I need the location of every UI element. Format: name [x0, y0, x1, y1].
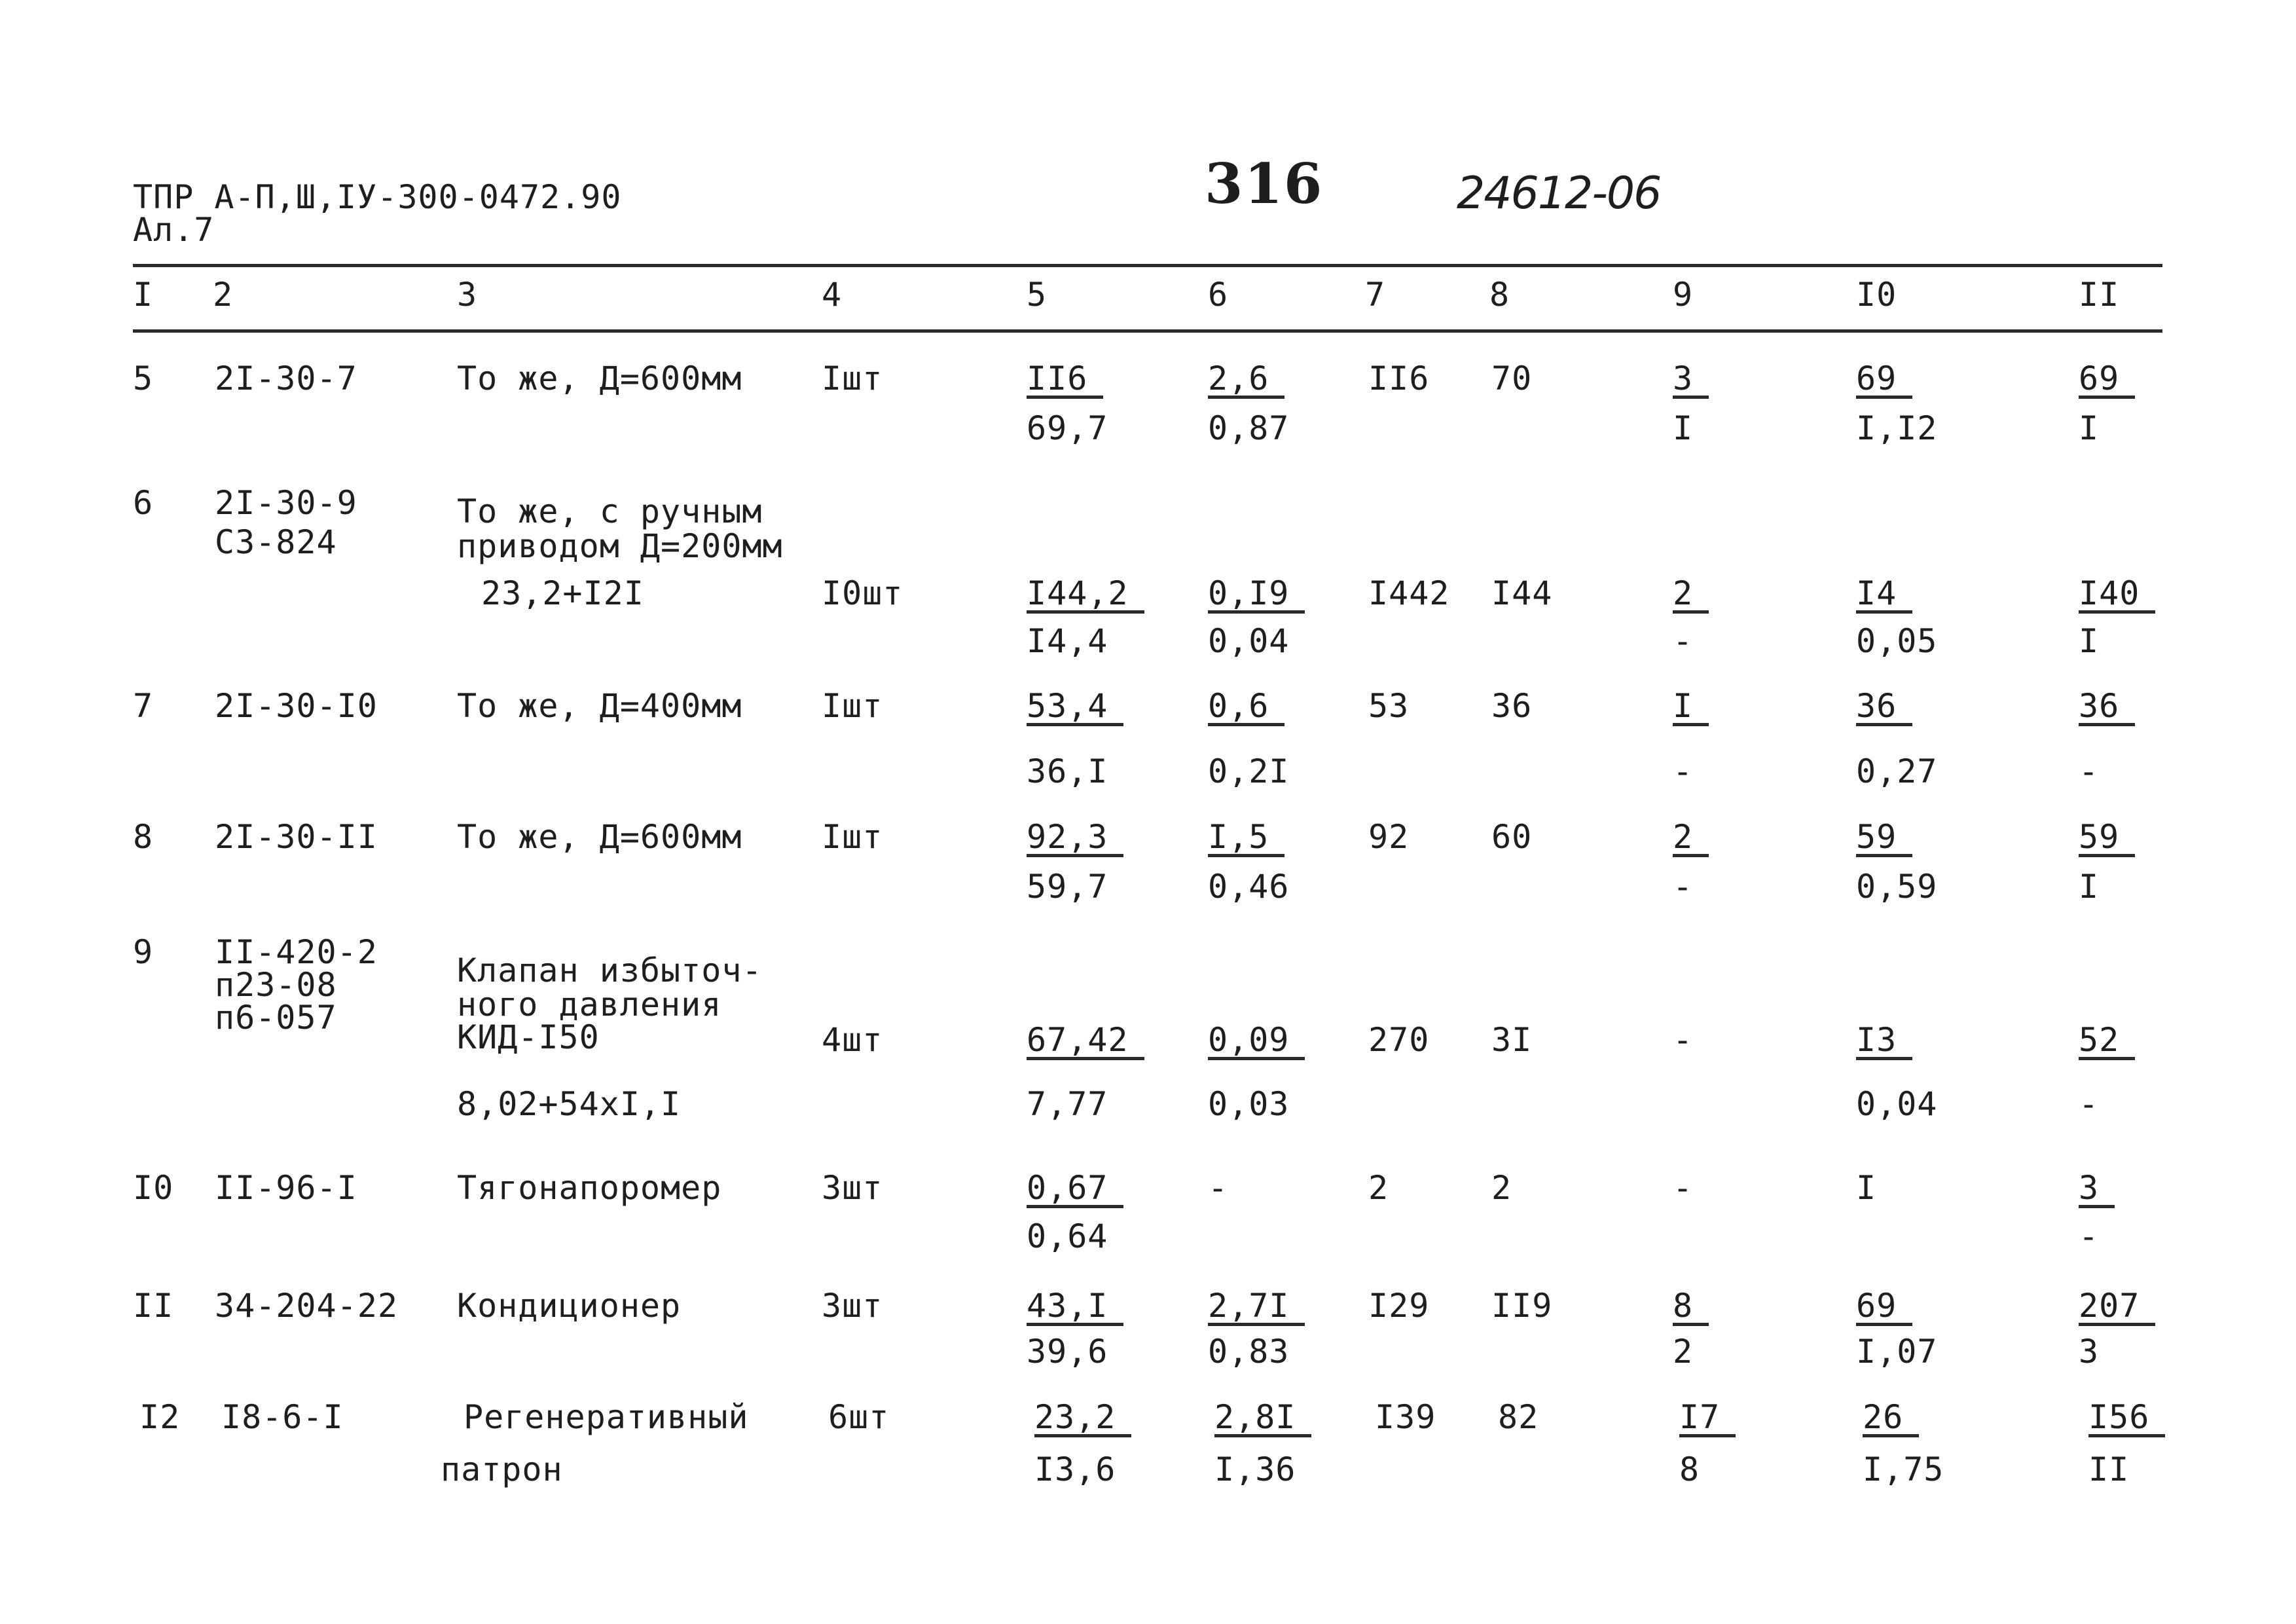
col9-value: - [1673, 1169, 1694, 1207]
row-number: 8 [133, 818, 154, 856]
col5-top: 53,4 [1027, 689, 1123, 726]
col6-top: 2,8I [1214, 1400, 1311, 1437]
col-header-3: 3 [457, 276, 478, 314]
item-quantity: 3шт [822, 1287, 883, 1325]
col-header-2: 2 [213, 276, 234, 314]
item-name: Регенеративный [464, 1398, 749, 1436]
col5-top: 0,67 [1027, 1171, 1123, 1208]
col10-bottom: 0,04 [1856, 1085, 1938, 1123]
col5-bottom: 39,6 [1027, 1333, 1108, 1371]
col-header-11: II [2079, 276, 2120, 314]
col11-top: 36 [2079, 689, 2135, 726]
item-quantity: 4шт [822, 1021, 883, 1059]
item-code-line2: п23-08 [215, 966, 337, 1004]
item-quantity: I0шт [822, 574, 903, 612]
col10-bottom: 0,05 [1856, 622, 1938, 660]
item-code: 2I-30-9 [215, 484, 357, 522]
col9-top: 3 [1673, 361, 1709, 399]
col8-value: 2 [1491, 1169, 1512, 1207]
col11-top: I56 [2088, 1400, 2165, 1437]
col9-top: 2 [1673, 576, 1709, 614]
row-number: 7 [133, 687, 154, 725]
col6-bottom: 0,04 [1208, 622, 1290, 660]
item-code-line2: С3-824 [215, 523, 337, 561]
col8-value: 3I [1491, 1021, 1533, 1059]
col10-top: 36 [1856, 689, 1912, 726]
item-code-line3: п6-057 [215, 999, 337, 1037]
col10-bottom: I,07 [1856, 1333, 1938, 1371]
col7-value: I29 [1368, 1287, 1430, 1325]
col11-top: 59 [2079, 820, 2135, 857]
col6-bottom: 0,03 [1208, 1085, 1290, 1123]
col6-top: 0,6 [1208, 689, 1285, 726]
row-number: 9 [133, 933, 154, 971]
col11-top: 52 [2079, 1023, 2135, 1060]
row-number: I0 [133, 1169, 174, 1207]
col11-bottom: - [2079, 1217, 2100, 1255]
col9-bottom: I [1673, 409, 1694, 447]
col10-bottom: 0,27 [1856, 752, 1938, 790]
col5-top: 43,I [1027, 1289, 1123, 1326]
item-code: 2I-30-I0 [215, 687, 378, 725]
col10-top: 69 [1856, 1289, 1912, 1326]
col10-bottom: I,75 [1863, 1450, 1944, 1488]
col9-top: 2 [1673, 820, 1709, 857]
col9-top: I7 [1679, 1400, 1736, 1437]
col6-top: 0,I9 [1208, 576, 1305, 614]
col6-bottom: 0,2I [1208, 752, 1290, 790]
col5-bottom: 0,64 [1027, 1217, 1108, 1255]
col8-value: 70 [1491, 360, 1533, 397]
item-code: II-420-2 [215, 933, 378, 971]
col-header-5: 5 [1027, 276, 1048, 314]
handwritten-reference: 24612-06 [1457, 168, 1661, 219]
col10-top: 26 [1863, 1400, 1919, 1437]
item-code: II-96-I [215, 1169, 357, 1207]
col9-bottom: - [1673, 622, 1694, 660]
col6-bottom: 0,83 [1208, 1333, 1290, 1371]
item-code: 2I-30-7 [215, 360, 357, 397]
header-top-rule [133, 264, 2162, 267]
col5-bottom: I4,4 [1027, 622, 1108, 660]
col5-top: II6 [1027, 361, 1103, 399]
row-number: 5 [133, 360, 154, 397]
document-code: ТПР А-П,Ш,IУ-300-0472.90 [133, 178, 622, 216]
col7-value: 2 [1368, 1169, 1389, 1207]
item-name-line2: ного давления [457, 986, 722, 1024]
col6-top: I,5 [1208, 820, 1285, 857]
col7-value: 270 [1368, 1021, 1430, 1059]
col11-top: 69 [2079, 361, 2135, 399]
item-calculation: 23,2+I2I [481, 574, 644, 612]
col9-value: - [1673, 1021, 1694, 1059]
col6-bottom: 0,46 [1208, 868, 1290, 906]
col11-bottom: I [2079, 622, 2100, 660]
col-header-9: 9 [1673, 276, 1694, 314]
item-name: Тягонапоромер [457, 1169, 722, 1207]
col11-bottom: - [2079, 752, 2100, 790]
col7-value: 92 [1368, 818, 1410, 856]
col8-value: 82 [1498, 1398, 1539, 1436]
col6-bottom: 0,87 [1208, 409, 1290, 447]
col-header-10: I0 [1856, 276, 1897, 314]
col10-top: 69 [1856, 361, 1912, 399]
col8-value: I44 [1491, 574, 1553, 612]
col11-bottom: I [2079, 409, 2100, 447]
item-name: То же, с ручным [457, 492, 763, 530]
col6-bottom: I,36 [1214, 1450, 1296, 1488]
item-name-line2: патрон [441, 1450, 563, 1488]
col-header-7: 7 [1365, 276, 1386, 314]
col-header-6: 6 [1208, 276, 1229, 314]
col5-bottom: 36,I [1027, 752, 1108, 790]
col9-bottom: - [1673, 868, 1694, 906]
col5-bottom: I3,6 [1034, 1450, 1116, 1488]
col5-bottom: 7,77 [1027, 1085, 1108, 1123]
item-name-line2: приводом Д=200мм [457, 527, 783, 565]
col7-value: I442 [1368, 574, 1450, 612]
item-quantity: 6шт [828, 1398, 890, 1436]
col-header-4: 4 [822, 276, 843, 314]
item-name: То же, Д=400мм [457, 687, 742, 725]
col6-value: - [1208, 1169, 1229, 1207]
col5-bottom: 59,7 [1027, 868, 1108, 906]
sheet-label: Ал.7 [133, 211, 215, 249]
col11-bottom: - [2079, 1085, 2100, 1123]
col7-value: II6 [1368, 360, 1430, 397]
col10-value: I [1856, 1169, 1877, 1207]
col11-bottom: 3 [2079, 1333, 2100, 1371]
col10-top: I3 [1856, 1023, 1912, 1060]
col10-top: 59 [1856, 820, 1912, 857]
col9-bottom: - [1673, 752, 1694, 790]
item-calculation: 8,02+54хI,I [457, 1085, 682, 1123]
col5-bottom: 69,7 [1027, 409, 1108, 447]
col9-bottom: 2 [1673, 1333, 1694, 1371]
item-name: То же, Д=600мм [457, 360, 742, 397]
row-number: II [133, 1287, 174, 1325]
col-header-1: I [133, 276, 154, 314]
row-number: I2 [139, 1398, 181, 1436]
item-quantity: Iшт [822, 687, 883, 725]
col11-bottom: II [2088, 1450, 2130, 1488]
col7-value: 53 [1368, 687, 1410, 725]
col5-top: 23,2 [1034, 1400, 1131, 1437]
col6-top: 2,6 [1208, 361, 1285, 399]
col11-top: 207 [2079, 1289, 2155, 1326]
item-quantity: 3шт [822, 1169, 883, 1207]
col-header-8: 8 [1489, 276, 1510, 314]
col8-value: 60 [1491, 818, 1533, 856]
item-name: То же, Д=600мм [457, 818, 742, 856]
col11-top: 3 [2079, 1171, 2115, 1208]
col9-top: I [1673, 689, 1709, 726]
item-code: I8-6-I [221, 1398, 344, 1436]
col9-top: 8 [1673, 1289, 1709, 1326]
col9-bottom: 8 [1679, 1450, 1700, 1488]
col5-top: 67,42 [1027, 1023, 1144, 1060]
page-number: 316 [1205, 151, 1324, 216]
col11-bottom: I [2079, 868, 2100, 906]
col10-bottom: 0,59 [1856, 868, 1938, 906]
item-code: 34-204-22 [215, 1287, 398, 1325]
header-bottom-rule [133, 329, 2162, 333]
col6-top: 0,09 [1208, 1023, 1305, 1060]
item-quantity: Iшт [822, 818, 883, 856]
item-code: 2I-30-II [215, 818, 378, 856]
col8-value: 36 [1491, 687, 1533, 725]
item-name: Клапан избыточ- [457, 951, 763, 989]
item-name: Кондиционер [457, 1287, 682, 1325]
col10-bottom: I,I2 [1856, 409, 1938, 447]
col6-top: 2,7I [1208, 1289, 1305, 1326]
item-quantity: Iшт [822, 360, 883, 397]
item-name-line3: КИД-I50 [457, 1018, 600, 1056]
col5-top: 92,3 [1027, 820, 1123, 857]
row-number: 6 [133, 484, 154, 522]
col10-top: I4 [1856, 576, 1912, 614]
col8-value: II9 [1491, 1287, 1553, 1325]
col5-top: I44,2 [1027, 576, 1144, 614]
col11-top: I40 [2079, 576, 2155, 614]
col7-value: I39 [1375, 1398, 1436, 1436]
